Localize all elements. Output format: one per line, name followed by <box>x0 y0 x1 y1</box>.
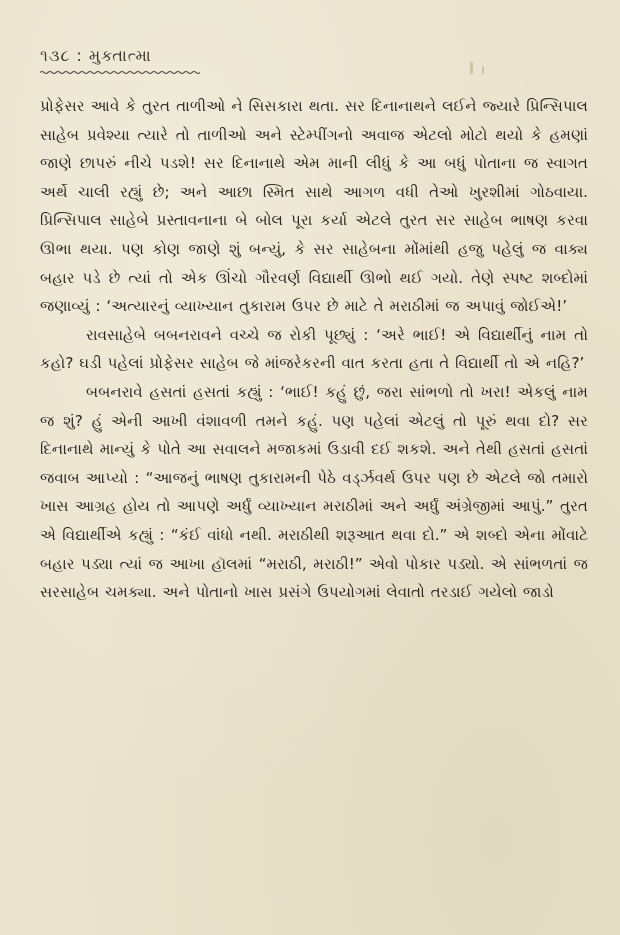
paragraph-1: પ્રોફેસર આવે કે તુરત તાળીઓ ને સિસકારા થતા. સર દિનાનાથને લઈને જ્યારે પ્રિન્સિપાલ સાહેબ પ્રવેશ્યા ત્યારે તો તાળીઓ અને સ્ટેમ્પીંગનો અવાજ એટલો મોટો થયો કે હમણાં જાણે છાપરું નીચે પડશે! સર દિનાનાથે એમ માની લીધું કે આ બધું પોતાના જ સ્વાગત અર્થે ચાલી રહ્યું છે; અને આછા સ્મિત સાથે આગળ વધી તેઓ ખુરશીમાં ગોઠવાયા. પ્રિન્સિપાલ સાહેબે પ્રસ્તાવનાના બે બોલ પૂરા કર્યા એટલે તુરત સર સાહેબ ભાષણ કરવા ઊભા થયા. પણ કોણ જાણે શું બન્યું, કે સર સાહેબના મોંમાંથી હજુ પહેલું જ વાક્ય બહાર પડે છે ત્યાં તો એક ઊંચો ગૌરવર્ણ વિદ્યાર્થી ઊભો થઈ ગયો. તેણે સ્પષ્ટ શબ્દોમાં જણાવ્યું : ‘અત્યારનું વ્યાખ્યાન તુકારામ ઉપર છે માટે તે મરાઠીમાં જ અપાવું જોઈએ!’ <box>40 97 588 316</box>
header-underline <box>40 70 200 75</box>
page-number-and-title: ૧૩૮ : મુક્તાત્મા <box>40 46 152 65</box>
paragraph-3: બબનરાવે હસતાં હસતાં કહ્યું : ‘ભાઈ! કહું છું, જરા સાંભળો તો ખરા! એકલું નામ જ શું? હું એની આખી વંશાવળી તમને કહું. પણ પહેલાં એટલું તો પૂરું થવા દો? સર દિનાનાથે માન્યું કે પોતે આ સવાલને મજાકમાં ઉડાવી દઈ શકશે. અને તેથી હસતાં હસતાં જવાબ આપ્યો : “આજનું ભાષણ તુકારામની પેઠે વર્ડ્ઝવર્થ ઉપર પણ છે એટલે જો તમારો ખાસ આગ્રહ હોય તો આપણે અર્ધું વ્યાખ્યાન મરાઠીમાં અને અર્ધું અંગ્રેજીમાં આપું.” તુરત એ વિદ્યાર્થીએ કહ્યું : “કંઈ વાંધો નથી. મરાઠીથી શરૂઆત થવા દો.” એ શબ્દો એના મોંવાટે બહાર પડ્યા ત્યાં જ આખા હૉલમાં “મરાઠી, મરાઠી!” એવો પોકાર પડ્યો. એ સાંભળતાં જ સરસાહેબ ચમક્યા. અને પોતાનો ખાસ પ્રસંગે ઉપયોગમાં લેવાતો તરડાઈ ગયેલો જાડો <box>40 382 588 602</box>
paper-speck <box>482 66 484 74</box>
paragraph-2: રાવસાહેબે બબનરાવને વચ્ચે જ રોકી પૂછ્યું : ‘અરે ભાઈ! એ વિદ્યાર્થીનું નામ તો કહો? ઘડી પહેલાં પ્રોફેસર સાહેબ જે માંજરેકરની વાત કરતા હતા તે વિદ્યાર્થી તો એ નહિ?’ <box>40 325 588 373</box>
running-head <box>40 46 152 66</box>
body-text <box>40 92 588 607</box>
paper-speck <box>470 62 473 74</box>
